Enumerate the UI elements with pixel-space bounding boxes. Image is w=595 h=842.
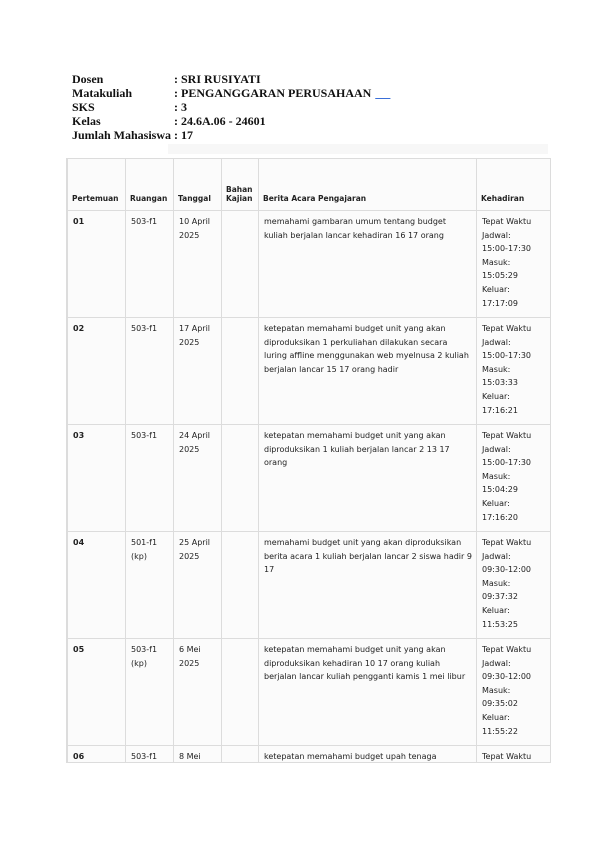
masuk-value: 15:05:29 xyxy=(482,271,518,281)
bahan-cell xyxy=(222,425,259,532)
masuk-value: 09:37:32 xyxy=(482,592,518,602)
tanggal-cell: 10 April 2025 xyxy=(174,211,222,318)
sks-row xyxy=(72,100,552,114)
keluar-label: Keluar: xyxy=(482,712,510,722)
berita-cell: ketepatan memahami budget unit yang akan diproduksikan 1 perkuliahan dilakukan secara luring affline menggunakan web myelnusa 2 kuliah berjalan lancar 15 17 orang hadir xyxy=(259,318,477,425)
pertemuan-cell: 02 xyxy=(68,318,126,425)
pertemuan-cell: 05 xyxy=(68,639,126,746)
col-header-pertemuan: Pertemuan xyxy=(68,159,126,211)
berita-cell: ketepatan memahami budget unit yang akan diproduksikan kehadiran 10 17 orang kuliah berjalan lancar kuliah pengganti kamis 1 mei libur xyxy=(259,639,477,746)
masuk-label: Masuk: xyxy=(482,364,511,374)
keluar-value: 11:53:25 xyxy=(482,619,518,629)
jadwal-value: 09:30-12:00 xyxy=(482,672,531,682)
matkul-value: : PENGANGGARAN PERUSAHAAN xyxy=(174,86,372,100)
matkul-link[interactable]: _ _ xyxy=(375,86,391,100)
tanggal-cell: 24 April 2025 xyxy=(174,425,222,532)
keluar-label: Keluar: xyxy=(482,284,510,294)
pertemuan-cell: 03 xyxy=(68,425,126,532)
jadwal-label: Jadwal: xyxy=(482,444,511,454)
jadwal-label: Jadwal: xyxy=(482,337,511,347)
tanggal-cell: 17 April 2025 xyxy=(174,318,222,425)
dosen-row xyxy=(72,72,552,86)
keluar-label: Keluar: xyxy=(482,605,510,615)
tanggal-cell: 25 April 2025 xyxy=(174,532,222,639)
berita-cell: memahami gambaran umum tentang budget kuliah berjalan lancar kehadiran 16 17 orang xyxy=(259,211,477,318)
sks-label: SKS xyxy=(72,100,95,114)
masuk-value: 15:03:33 xyxy=(482,378,518,388)
bahan-cell xyxy=(222,746,259,764)
table-row xyxy=(68,532,551,639)
divider xyxy=(168,144,548,154)
bahan-cell xyxy=(222,639,259,746)
jumlah-row xyxy=(72,128,552,142)
pertemuan-cell: 06 xyxy=(68,746,126,764)
masuk-label: Masuk: xyxy=(482,257,511,267)
kelas-value: : 24.6A.06 - 24601 xyxy=(174,114,266,128)
bahan-cell xyxy=(222,318,259,425)
masuk-label: Masuk: xyxy=(482,685,511,695)
col-header-bahan-kajian: Bahan Kajian xyxy=(222,159,259,211)
table-row xyxy=(68,746,551,764)
dosen-label: Dosen xyxy=(72,72,104,86)
ruangan-cell: 503-f1 xyxy=(126,318,174,425)
table-row xyxy=(68,425,551,532)
keluar-label: Keluar: xyxy=(482,498,510,508)
kehadiran-cell xyxy=(477,318,551,425)
jadwal-label: Jadwal: xyxy=(482,551,511,561)
status-text: Tepat Waktu xyxy=(482,324,532,333)
bahan-cell xyxy=(222,211,259,318)
berita-cell: ketepatan memahami budget upah tenaga xyxy=(259,746,477,764)
matkul-row xyxy=(72,86,552,100)
dosen-value: : SRI RUSIYATI xyxy=(174,72,261,86)
status-text: Tepat Waktu xyxy=(482,538,532,547)
course-header xyxy=(72,72,552,142)
jadwal-label: Jadwal: xyxy=(482,658,511,668)
ruangan-cell: 503-f1 xyxy=(126,425,174,532)
pertemuan-cell: 01 xyxy=(68,211,126,318)
masuk-value: 15:04:29 xyxy=(482,485,518,495)
ruangan-cell: 501-f1 (kp) xyxy=(126,532,174,639)
keluar-label: Keluar: xyxy=(482,391,510,401)
col-header-berita-acara: Berita Acara Pengajaran xyxy=(259,159,477,211)
jadwal-value: 15:00-17:30 xyxy=(482,351,531,361)
berita-cell: ketepatan memahami budget unit yang akan diproduksikan 1 kuliah berjalan lancar 2 13 17 orang xyxy=(259,425,477,532)
ruangan-cell: 503-f1 (kp) xyxy=(126,639,174,746)
jumlah-value: : 17 xyxy=(174,128,193,142)
keluar-value: 17:16:20 xyxy=(482,512,518,522)
kehadiran-cell xyxy=(477,532,551,639)
sks-value: : 3 xyxy=(174,100,187,114)
col-header-kehadiran: Kehadiran xyxy=(477,159,551,211)
keluar-value: 17:17:09 xyxy=(482,298,518,308)
attendance-table-container[interactable] xyxy=(66,158,551,763)
tanggal-cell: 6 Mei 2025 xyxy=(174,639,222,746)
jadwal-value: 15:00-17:30 xyxy=(482,244,531,254)
kelas-row xyxy=(72,114,552,128)
bahan-cell xyxy=(222,532,259,639)
ruangan-cell: 503-f1 xyxy=(126,746,174,764)
matkul-label: Matakuliah xyxy=(72,86,133,100)
jadwal-value: 09:30-12:00 xyxy=(482,565,531,575)
col-header-ruangan: Ruangan xyxy=(126,159,174,211)
table-row xyxy=(68,318,551,425)
ruangan-cell: 503-f1 xyxy=(126,211,174,318)
masuk-value: 09:35:02 xyxy=(482,699,518,709)
kelas-label: Kelas xyxy=(72,114,101,128)
tanggal-cell: 8 Mei xyxy=(174,746,222,764)
kehadiran-cell xyxy=(477,425,551,532)
masuk-label: Masuk: xyxy=(482,578,511,588)
jadwal-value: 15:00-17:30 xyxy=(482,458,531,468)
pertemuan-cell: 04 xyxy=(68,532,126,639)
table-row xyxy=(68,639,551,746)
attendance-table xyxy=(67,158,551,763)
kehadiran-cell xyxy=(477,746,551,764)
table-header-row xyxy=(68,159,551,211)
jadwal-label: Jadwal: xyxy=(482,230,511,240)
masuk-label: Masuk: xyxy=(482,471,511,481)
kehadiran-cell xyxy=(477,211,551,318)
berita-cell: memahami budget unit yang akan diproduksikan berita acara 1 kuliah berjalan lancar 2 siswa hadir 9 17 xyxy=(259,532,477,639)
col-header-tanggal: Tanggal xyxy=(174,159,222,211)
status-text: Tepat Waktu xyxy=(482,645,532,654)
keluar-value: 17:16:21 xyxy=(482,405,518,415)
table-row xyxy=(68,211,551,318)
status-text: Tepat Waktu xyxy=(482,217,532,226)
status-text: Tepat Waktu xyxy=(482,431,532,440)
kehadiran-cell xyxy=(477,639,551,746)
jumlah-label: Jumlah Mahasiswa xyxy=(72,128,172,142)
keluar-value: 11:55:22 xyxy=(482,726,518,736)
status-text: Tepat Waktu xyxy=(482,752,532,761)
